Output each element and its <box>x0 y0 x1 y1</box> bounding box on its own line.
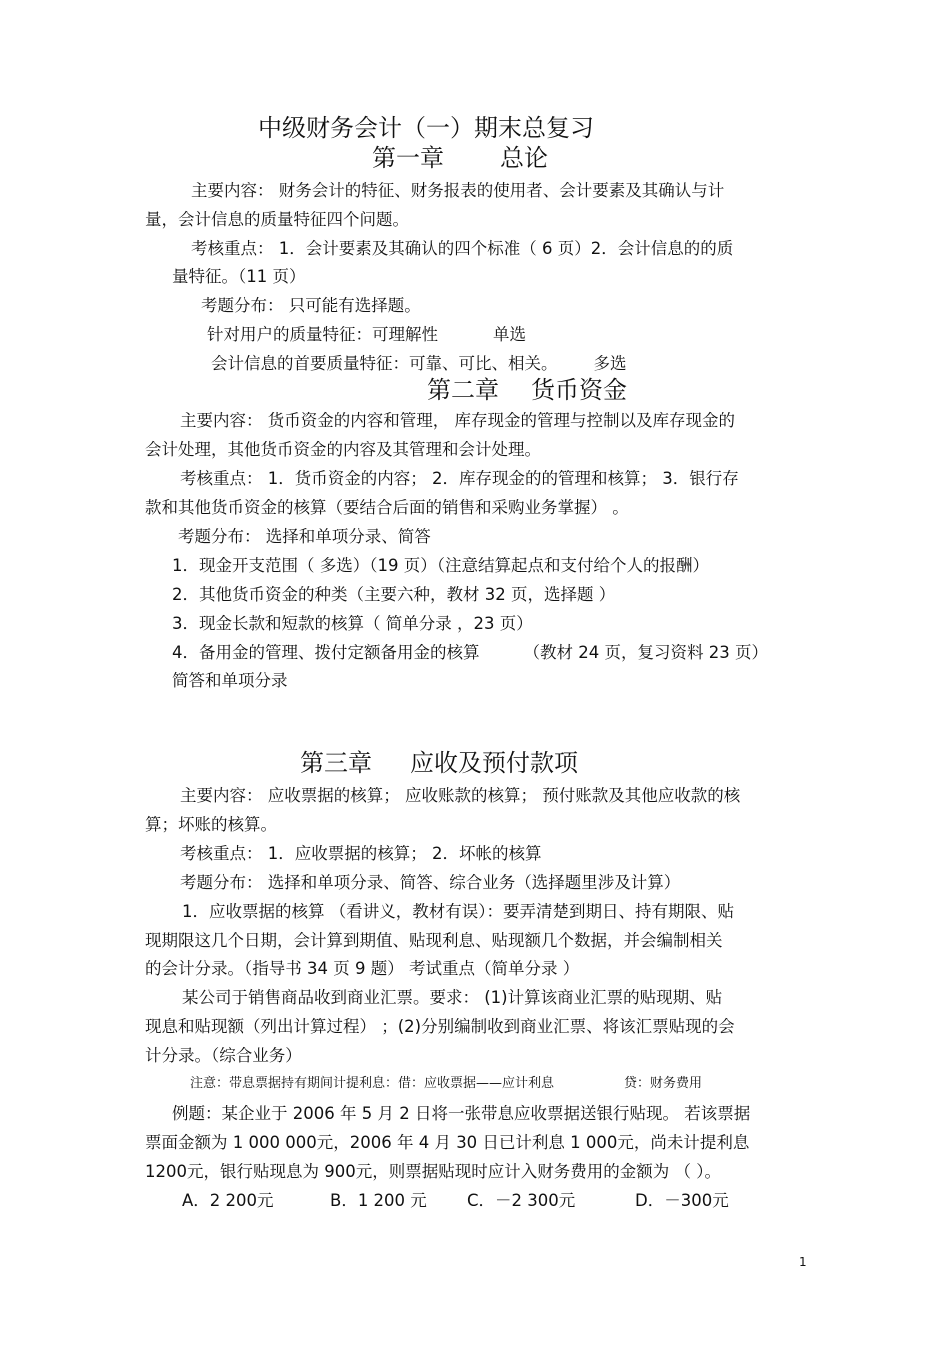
ch3-option-b: B．1 200 元 <box>330 1191 427 1210</box>
ch2-item-2: 2．其他货币资金的种类（主要六种，教材 32 页，选择题 ） <box>172 585 616 604</box>
ch1-main-line-2: 量，会计信息的质量特征四个问题。 <box>145 210 409 229</box>
ch3-note: 注意：带息票据持有期间计提利息：借：应收票据——应计利息 贷：财务费用 <box>190 1076 703 1091</box>
chapter-3-title: 应收及预付款项 <box>410 749 578 777</box>
ch3-para1-line-2: 现期限这几个日期，会计算到期值、贴现利息、贴现额几个数据，并会编制相关 <box>145 931 723 950</box>
ch2-main-line-1: 主要内容： 货币资金的内容和管理， 库存现金的管理与控制以及库存现金的 <box>180 411 735 430</box>
ch2-key-line-1: 考核重点： 1．货币资金的内容； 2．库存现金的的管理和核算； 3．银行存 <box>180 469 739 488</box>
chapter-3-number: 第三章 <box>300 749 372 777</box>
chapter-3-heading <box>300 748 578 778</box>
multi-choice-tag: 多选 <box>593 354 627 373</box>
chapter-1-heading <box>372 143 548 173</box>
ch3-option-d: D．－300元 <box>635 1191 729 1210</box>
ch2-distribution: 考题分布： 选择和单项分录、简答 <box>178 527 431 546</box>
ch3-key: 考核重点： 1．应收票据的核算； 2．坏帐的核算 <box>180 844 542 863</box>
ch3-example-line-2: 票面金额为 1 000 000元，2006 年 4 月 30 日已计利息 1 000元，尚未计提利息 <box>145 1133 750 1152</box>
ch3-option-c: C．－2 300元 <box>467 1191 576 1210</box>
ch1-key-line-2: 量特征。（11 页） <box>172 267 306 286</box>
ch1-main-line-1: 主要内容： 财务会计的特征、财务报表的使用者、会计要素及其确认与计 <box>191 181 725 200</box>
chapter-2-number: 第二章 <box>427 376 499 404</box>
chapter-1-number: 第一章 <box>372 144 444 172</box>
ch2-item-3: 3．现金长款和短款的核算（ 简单分录 ，23 页） <box>172 614 533 633</box>
ch2-item-4: 4．备用金的管理、拨付定额备用金的核算 （教材 24 页，复习资料 23 页） <box>172 643 768 662</box>
ch2-main-line-2: 会计处理，其他货币资金的内容及其管理和会计处理。 <box>145 440 541 459</box>
chapter-2-title: 货币资金 <box>531 376 627 404</box>
ch3-main-line-2: 算；坏账的核算。 <box>145 815 277 834</box>
ch3-para2-line-2: 现息和贴现额（列出计算过程） ；(2)分别编制收到商业汇票、将该汇票贴现的会 <box>145 1017 735 1036</box>
ch3-para1-line-3: 的会计分录。（指导书 34 页 9 题） 考试重点（简单分录 ） <box>145 959 580 978</box>
ch3-example-line-3: 1200元，银行贴现息为 900元，则票据贴现时应计入财务费用的金额为 （ ）。 <box>145 1162 721 1181</box>
ch2-item-4-continued: 简答和单项分录 <box>172 671 288 690</box>
ch3-para1-line-1: 1．应收票据的核算 （看讲义，教材有误）：要弄清楚到期日、持有期限、贴 <box>182 902 734 921</box>
chapter-1-title: 总论 <box>500 144 548 172</box>
ch1-distribution: 考题分布： 只可能有选择题。 <box>201 296 421 315</box>
ch2-key-line-2: 款和其他货币资金的核算（要结合后面的销售和采购业务掌握） 。 <box>145 498 629 517</box>
ch1-quality-primary: 会计信息的首要质量特征：可靠、可比、相关。 多选 <box>211 354 627 373</box>
ch2-item-1: 1．现金开支范围（ 多选）（19 页）（注意结算起点和支付给个人的报酬） <box>172 556 709 575</box>
ch3-para2-line-1: 某公司于销售商品收到商业汇票。要求： (1)计算该商业汇票的贴现期、贴 <box>182 988 723 1007</box>
page-number: 1 <box>799 1255 807 1269</box>
ch3-para2-line-3: 计分录。（综合业务） <box>145 1046 302 1065</box>
chapter-2-heading <box>427 375 627 405</box>
ch3-option-a: A．2 200元 <box>182 1191 274 1210</box>
ch1-quality-user: 针对用户的质量特征：可理解性 单选 <box>207 325 526 344</box>
ch3-example-line-1: 例题：某企业于 2006 年 5 月 2 日将一张带息应收票据送银行贴现。 若该票据 <box>172 1104 751 1123</box>
document-title: 中级财务会计（一）期末总复习 <box>258 114 594 142</box>
ch1-key-line-1: 考核重点： 1．会计要素及其确认的四个标准（ 6 页）2．会计信息的的质 <box>191 239 734 258</box>
ch3-main-line-1: 主要内容： 应收票据的核算； 应收账款的核算； 预付账款及其他应收款的核 <box>180 786 741 805</box>
ch3-distribution: 考题分布： 选择和单项分录、简答、综合业务（选择题里涉及计算） <box>180 873 681 892</box>
single-choice-tag: 单选 <box>493 325 526 344</box>
